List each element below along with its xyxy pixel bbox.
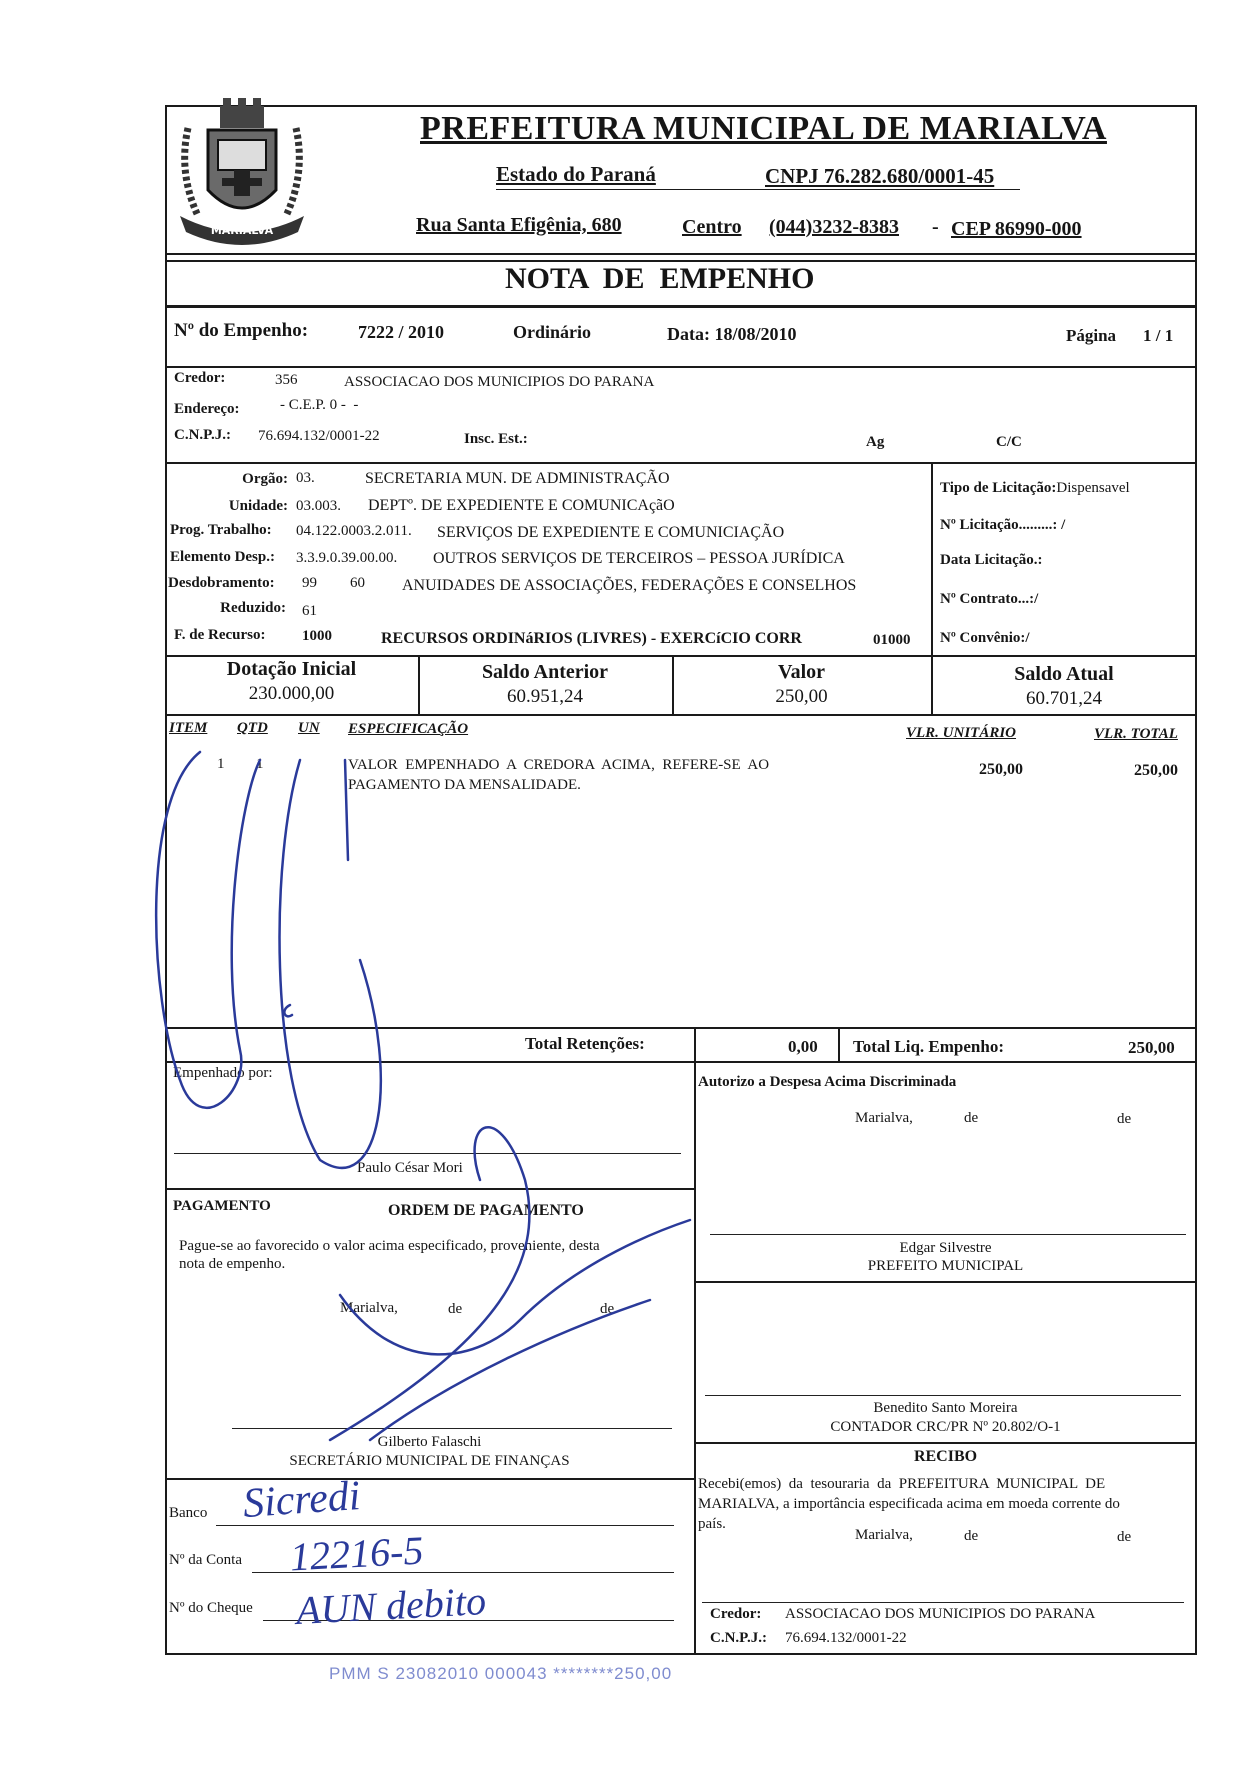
banco-label: Banco [169,1505,208,1521]
orgao-code: 03. [296,470,315,486]
district: Centro [682,216,742,238]
elemento-desc: OUTROS SERVIÇOS DE TERCEIROS – PESSOA JURÍDICA [433,550,845,567]
recibo-text-line2: MARIALVA, a importância especificada acima em moeda corrente do [698,1496,1120,1512]
desdobramento-code2: 60 [350,575,365,591]
total-liquido-label: Total Liq. Empenho: [853,1037,1004,1056]
financas-signature-line [232,1428,672,1429]
col-un: UN [298,720,320,736]
orgao-label: Orgão: [242,471,288,487]
cnpj-label: C.N.P.J.: [174,427,231,443]
page-label: Página [1066,326,1117,345]
pagamento-city: Marialva, [340,1300,398,1316]
recibo-credor-name: ASSOCIACAO DOS MUNICIPIOS DO PARANA [785,1606,1096,1622]
pagamento-de1: de [448,1301,463,1317]
col-total: VLR. TOTAL [1094,726,1178,742]
saldo-anterior-label: Saldo Anterior [481,661,609,683]
credor-name: ASSOCIACAO DOS MUNICIPIOS DO PARANA [344,374,655,390]
phone: (044)3232-8383 [769,216,899,238]
contador-role: CONTADOR CRC/PR Nº 20.802/O-1 [830,1419,1061,1435]
empenho-date: Data: 18/08/2010 [667,324,797,344]
recibo-city: Marialva, [855,1527,913,1543]
ordem-pagamento-label: ORDEM DE PAGAMENTO [388,1202,584,1219]
prog-desc: SERVIÇOS DE EXPEDIENTE E COMUNICIAÇÃO [437,524,785,541]
recibo-de2: de [1117,1529,1132,1545]
insc-est-label: Insc. Est.: [464,431,528,447]
title-divider-bottom [165,305,1197,308]
ag-label: Ag [866,434,885,450]
contador-signature-line [705,1395,1181,1396]
cheque-handwritten: AUN debito [294,1578,488,1633]
items-divider [165,1027,1197,1029]
state-underline [496,189,1020,190]
bottom-center-divider [694,1061,696,1655]
row-total-value: 250,00 [1134,762,1178,779]
payment-stamp: PMM S 23082010 000043 ********250,00 [329,1664,673,1683]
document-title: NOTA DE EMPENHO [505,262,815,295]
cheque-label: Nº do Cheque [169,1600,253,1616]
cnpj-value: 76.694.132/0001-22 [258,428,380,444]
endereco-label: Endereço: [174,401,240,417]
licitacao-divider [931,462,933,656]
credor-label: Credor: [174,370,226,386]
empenhado-name: Paulo César Mori [357,1160,463,1176]
coat-of-arms-logo [168,98,316,248]
empenhado-signature-line [174,1153,681,1154]
totais-divider-1 [694,1027,696,1061]
empenho-number: 7222 / 2010 [358,322,445,342]
recurso-code2: 01000 [873,632,911,648]
autorizo-de2: de [1117,1111,1132,1127]
recibo-cnpj: 76.694.132/0001-22 [785,1630,907,1646]
recibo-cnpj-label: C.N.P.J.: [710,1630,767,1646]
recibo-signature-line [702,1602,1184,1603]
banco-handwritten: Sicredi [241,1472,362,1528]
orgao-desc: SECRETARIA MUN. DE ADMINISTRAÇÃO [365,470,670,487]
tipo-licitacao-label [940,480,1130,497]
tipo-licitacao-label-text: Tipo de Licitação: [940,480,1057,496]
reduzido-label: Reduzido: [220,600,286,616]
recibo-text-line3: país. [698,1516,726,1532]
recurso-code: 1000 [302,628,332,644]
recibo-label: RECIBO [913,1448,978,1465]
state-name: Estado do Paraná [496,162,656,186]
credor-code: 356 [275,372,298,388]
pagamento-label: PAGAMENTO [173,1198,271,1214]
desdobramento-code1: 99 [302,575,317,591]
col-item: ITEM [169,720,208,736]
empenhado-divider [165,1188,694,1190]
tipo-licitacao-value: Dispensavel [1056,480,1130,496]
recibo-credor-label: Credor: [710,1606,762,1622]
unidade-label: Unidade: [228,498,288,514]
total-retencoes-label: Total Retenções: [525,1034,645,1053]
page-title: PREFEITURA MUNICIPAL DE MARIALVA [420,110,1107,147]
pagamento-text-line2: nota de empenho. [179,1256,286,1272]
autorizo-label: Autorizo a Despesa Acima Discriminada [698,1074,957,1090]
endereco-value: - C.E.P. 0 - - [280,397,359,413]
total-retencoes-value: 0,00 [788,1037,818,1056]
valor-label: Valor [777,661,826,683]
prefeito-signature-line [710,1234,1186,1235]
totais-divider [165,1061,1197,1063]
seal-banner-text: MARIALVA [210,224,274,237]
row-qtd: 1 [256,756,264,772]
col-spec: ESPECIFICAÇÃO [348,721,469,737]
prog-label: Prog. Trabalho: [170,522,272,538]
header-dash: - [932,216,939,238]
dotacao-value: 230.000,00 [248,683,335,704]
prefeito-divider [694,1281,1197,1283]
credor-divider [165,462,1197,464]
conta-label: Nº da Conta [169,1552,242,1568]
desdobramento-desc: ANUIDADES DE ASSOCIAÇÕES, FEDERAÇÕES E CONSELHOS [402,577,857,594]
autorizo-de1: de [964,1110,979,1126]
conta-handwritten: 12216-5 [288,1527,425,1580]
empenho-label: Nº do Empenho: [174,320,309,341]
valor-value: 250,00 [775,686,828,707]
contador-name: Benedito Santo Moreira [873,1400,1018,1416]
pagamento-text-line1: Pague-se ao favorecido o valor acima especificado, proveniente, desta [179,1238,600,1254]
classificacao-divider [165,655,1197,657]
cc-label: C/C [996,434,1022,450]
totais-divider-2 [838,1027,840,1061]
unidade-code: 03.003. [296,498,341,514]
reduzido-code: 61 [302,603,317,619]
financas-role: SECRETÁRIO MUNICIPAL DE FINANÇAS [289,1453,570,1469]
saldos-divider [165,714,1197,716]
row-spec-line1: VALOR EMPENHADO A CREDORA ACIMA, REFERE-SE AO [348,757,770,773]
row-item: 1 [217,756,225,772]
cnpj-header: CNPJ 76.282.680/0001-45 [765,164,995,188]
row-unit-value: 250,00 [979,761,1023,778]
contador-divider [694,1442,1197,1444]
dotacao-label: Dotação Inicial [226,658,357,680]
total-liquido-value: 250,00 [1128,1038,1175,1057]
address: Rua Santa Efigênia, 680 [416,214,622,236]
col-qtd: QTD [237,720,268,736]
pagamento-de2: de [600,1301,615,1317]
col-unit: VLR. UNITÁRIO [906,725,1017,741]
seal-icon [168,98,316,248]
saldo-anterior-value: 60.951,24 [507,686,583,707]
desdobramento-label: Desdobramento: [168,575,275,591]
contrato-label: Nº Contrato...:/ [940,591,1039,607]
recibo-text-line1: Recebi(emos) da tesouraria da PREFEITURA MUNICIPAL DE [698,1476,1106,1492]
row-spec-line2: PAGAMENTO DA MENSALIDADE. [348,777,581,793]
recurso-label: F. de Recurso: [174,627,266,643]
data-licitacao-label: Data Licitação.: [940,552,1043,568]
prefeito-name: Edgar Silvestre [899,1240,992,1256]
recibo-de1: de [964,1528,979,1544]
autorizo-city: Marialva, [855,1110,913,1126]
elemento-label: Elemento Desp.: [170,549,275,565]
saldo-atual-value: 60.701,24 [1026,688,1102,709]
header-divider [165,253,1197,255]
prefeito-role: PREFEITO MUNICIPAL [867,1258,1024,1274]
prog-code: 04.122.0003.2.011. [296,523,412,539]
elemento-code: 3.3.9.0.39.00.00. [296,550,398,566]
cep: CEP 86990-000 [951,218,1082,240]
financas-signer: Gilberto Falaschi [377,1434,482,1450]
saldo-atual-label: Saldo Atual [1014,663,1114,685]
empenhado-label: Empenhado por: [173,1065,273,1081]
num-licitacao-label: Nº Licitação.........: / [940,517,1066,533]
page-number: 1 / 1 [1143,326,1174,345]
unidade-desc: DEPTº. DE EXPEDIENTE E COMUNICAçãO [368,497,675,514]
empenho-type: Ordinário [513,322,592,342]
empenho-divider [165,366,1197,368]
recurso-desc: RECURSOS ORDINáRIOS (LIVRES) - EXERCíCIO CORR [381,630,802,647]
convenio-label: Nº Convênio:/ [940,630,1030,646]
